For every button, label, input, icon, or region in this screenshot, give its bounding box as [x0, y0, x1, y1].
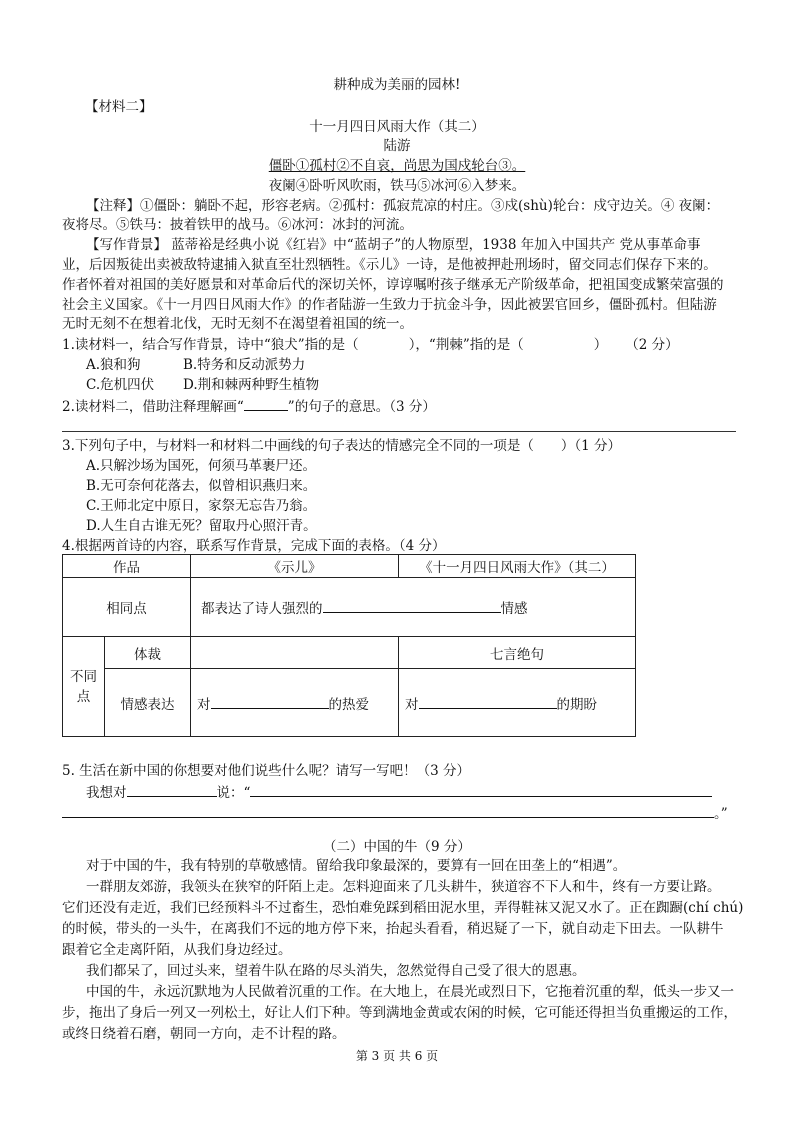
genre-poem-2: 七言绝句: [399, 637, 636, 669]
q3-option-c: C.王师北定中原日，家祭无忘告乃翁。: [86, 498, 317, 514]
q5-answer-blank-1[interactable]: [250, 783, 712, 797]
background-line-3: 作者怀着对祖国的美好愿景和对革命后代的深切关怀，谆谆嘱咐孩子继承无产阶级革命，把祖国变成繁荣富强的: [62, 277, 724, 293]
notes-line-2: 夜将尽。⑤铁马：披着铁甲的战马。⑥冰河：冰封的河流。: [62, 217, 413, 233]
notes-line-1: 【注释】①僵卧：躺卧不起，形容老病。②孤村：孤寂荒凉的村庄。③戍(shù)轮台：戍守边关。④ 夜阑：: [86, 198, 720, 214]
q3-option-a: A.只解沙场为国死，何须马革裹尸还。: [86, 458, 317, 474]
emotion-2-blank[interactable]: [419, 695, 557, 709]
background-line-2: 业，后因叛徒出卖被敌特逮捕入狱直至壮烈牺牲。《示儿》一诗，是他被押赴刑场时，留交同志们保存下来的。: [62, 257, 717, 273]
q5-answer-line-1: 我想对 说：“: [86, 783, 712, 802]
q1-option-a: A.狼和狗: [86, 357, 141, 373]
poem-author: 陆游: [383, 138, 411, 154]
top-line: 耕种成为美丽的园林!: [333, 77, 461, 93]
question-2: 2.读材料二，借助注释理解画“ ”的句子的意思。（3 分）: [62, 399, 436, 415]
emotion-1-blank[interactable]: [211, 695, 329, 709]
question-4: 4.根据两首诗的内容，联系写作背景，完成下面的表格。（4 分）: [62, 538, 446, 554]
poem-line-2: 夜阑④卧听风吹雨，铁马⑤冰河⑥入梦来。: [268, 178, 526, 194]
paragraph-1: 对于中国的牛，我有特别的草敬感情。留给我印象最深的，要算有一回在田垄上的“相遇”。: [86, 858, 627, 874]
background-line-1: 【写作背景】 蓝蒂裕是经典小说《红岩》中“蓝胡子”的人物原型，1938 年加入中国共产 党从事革命事: [86, 237, 701, 253]
question-3: 3.下列句子中，与材料一和材料二中画线的句子表达的情感完全不同的一项是（ ）（1 分）: [62, 438, 622, 454]
background-line-4: 社会主义国家。《十一月四日风雨大作》的作者陆游一生致力于抗金斗争，因此被罢官回乡，僵卧孤村。但陆游: [62, 297, 717, 313]
emotion-poem-1-cell: 对 的热爱: [191, 669, 399, 737]
paragraph-4-line-3: 或终日绕着石磨，朝同一方向，走不计程的路。: [62, 1026, 346, 1042]
diff-point-label: 不同点: [63, 637, 105, 737]
paragraph-2-line-1: 一群朋友郊游，我领头在狭窄的阡陌上走。怎料迎面来了几头耕牛，狭道容不下人和牛，终有一方要让路。: [86, 879, 721, 895]
same-point-blank[interactable]: [323, 599, 501, 613]
q5-answer-blank-2[interactable]: [62, 804, 714, 818]
emotion-poem-2-cell: 对 的期盼: [399, 669, 636, 737]
paragraph-2-line-3: 的时候，带头的一头牛，在离我们不远的地方停下来，抬起头看看，稍迟疑了一下，就自动走下田去。一队耕牛: [62, 921, 724, 937]
poem-line-1: [0, 157, 794, 175]
q5-addressee-blank[interactable]: [127, 783, 217, 797]
q1-option-c: C.危机四伏: [86, 377, 155, 393]
comparison-table: [62, 554, 636, 737]
q3-option-b: B.无可奈何花落去，似曾相识燕归来。: [86, 478, 317, 494]
header-work: 作品: [63, 555, 191, 578]
paragraph-2-line-4: 跟着它全走离阡陌，从我们身边经过。: [62, 942, 292, 958]
q1-option-d: D.荆和棘两种野生植物: [183, 377, 320, 393]
material2-label: 【材料二】: [85, 99, 153, 115]
same-point-cell: 都表达了诗人强烈的 情感: [191, 578, 636, 637]
underlined-poem-line: 僵卧①孤村②不自哀，尚思为国戍轮台③。: [268, 158, 526, 174]
paragraph-3: 我们都呆了，回过头来，望着牛队在路的尽头消失，忽然觉得自己受了很大的恩惠。: [86, 963, 586, 979]
q2-blank[interactable]: [244, 397, 288, 411]
genre-poem-1-cell[interactable]: [191, 637, 399, 669]
paragraph-4-line-1: 中国的牛，永远沉默地为人民做着沉重的工作。在大地上，在晨光或烈日下，它拖着沉重的犁，低头一步又一: [86, 984, 734, 1000]
genre-label: 体裁: [104, 637, 190, 669]
paragraph-4-line-2: 步，拖出了身后一列又一列松土，好让人们下种。等到满地金黄或农闲的时候，它可能还得担当负重搬运的工作，: [62, 1005, 737, 1021]
q3-option-d: D.人生自古谁无死？留取丹心照汗青。: [86, 518, 317, 534]
header-poem-1: 《示儿》: [191, 555, 399, 578]
page-footer: 第 3 页 共 6 页: [355, 1049, 439, 1063]
emotion-label: 情感表达: [104, 669, 190, 737]
q1-option-b: B.特务和反动派势力: [183, 357, 306, 373]
q5-answer-line-2: 。”: [62, 804, 728, 823]
same-point-label: 相同点: [63, 578, 191, 637]
section-2-title: （二）中国的牛（9 分）: [323, 839, 471, 855]
header-poem-2: 《十一月四日风雨大作》（其二）: [399, 555, 636, 578]
poem-title: 十一月四日风雨大作（其二）: [309, 119, 485, 135]
question-5: 5. 生活在新中国的你想要对他们说些什么呢？请写一写吧！（3 分）: [62, 763, 471, 779]
q2-answer-line[interactable]: [62, 431, 736, 432]
background-line-5: 无时无刻不在想着北伐，无时无刻不在渴望着祖国的统一。: [62, 316, 413, 332]
paragraph-2-line-2: 它们还没有走近，我们已经预料斗不过畜生，恐怕难免踩到稻田泥水里，弄得鞋袜又泥又水了。正在踟蹰(chí chú): [62, 900, 744, 916]
question-1: 1.读材料一，结合写作背景，诗中“狼犬”指的是（ ），“荆棘”指的是（ ） （2 分）: [62, 337, 679, 353]
